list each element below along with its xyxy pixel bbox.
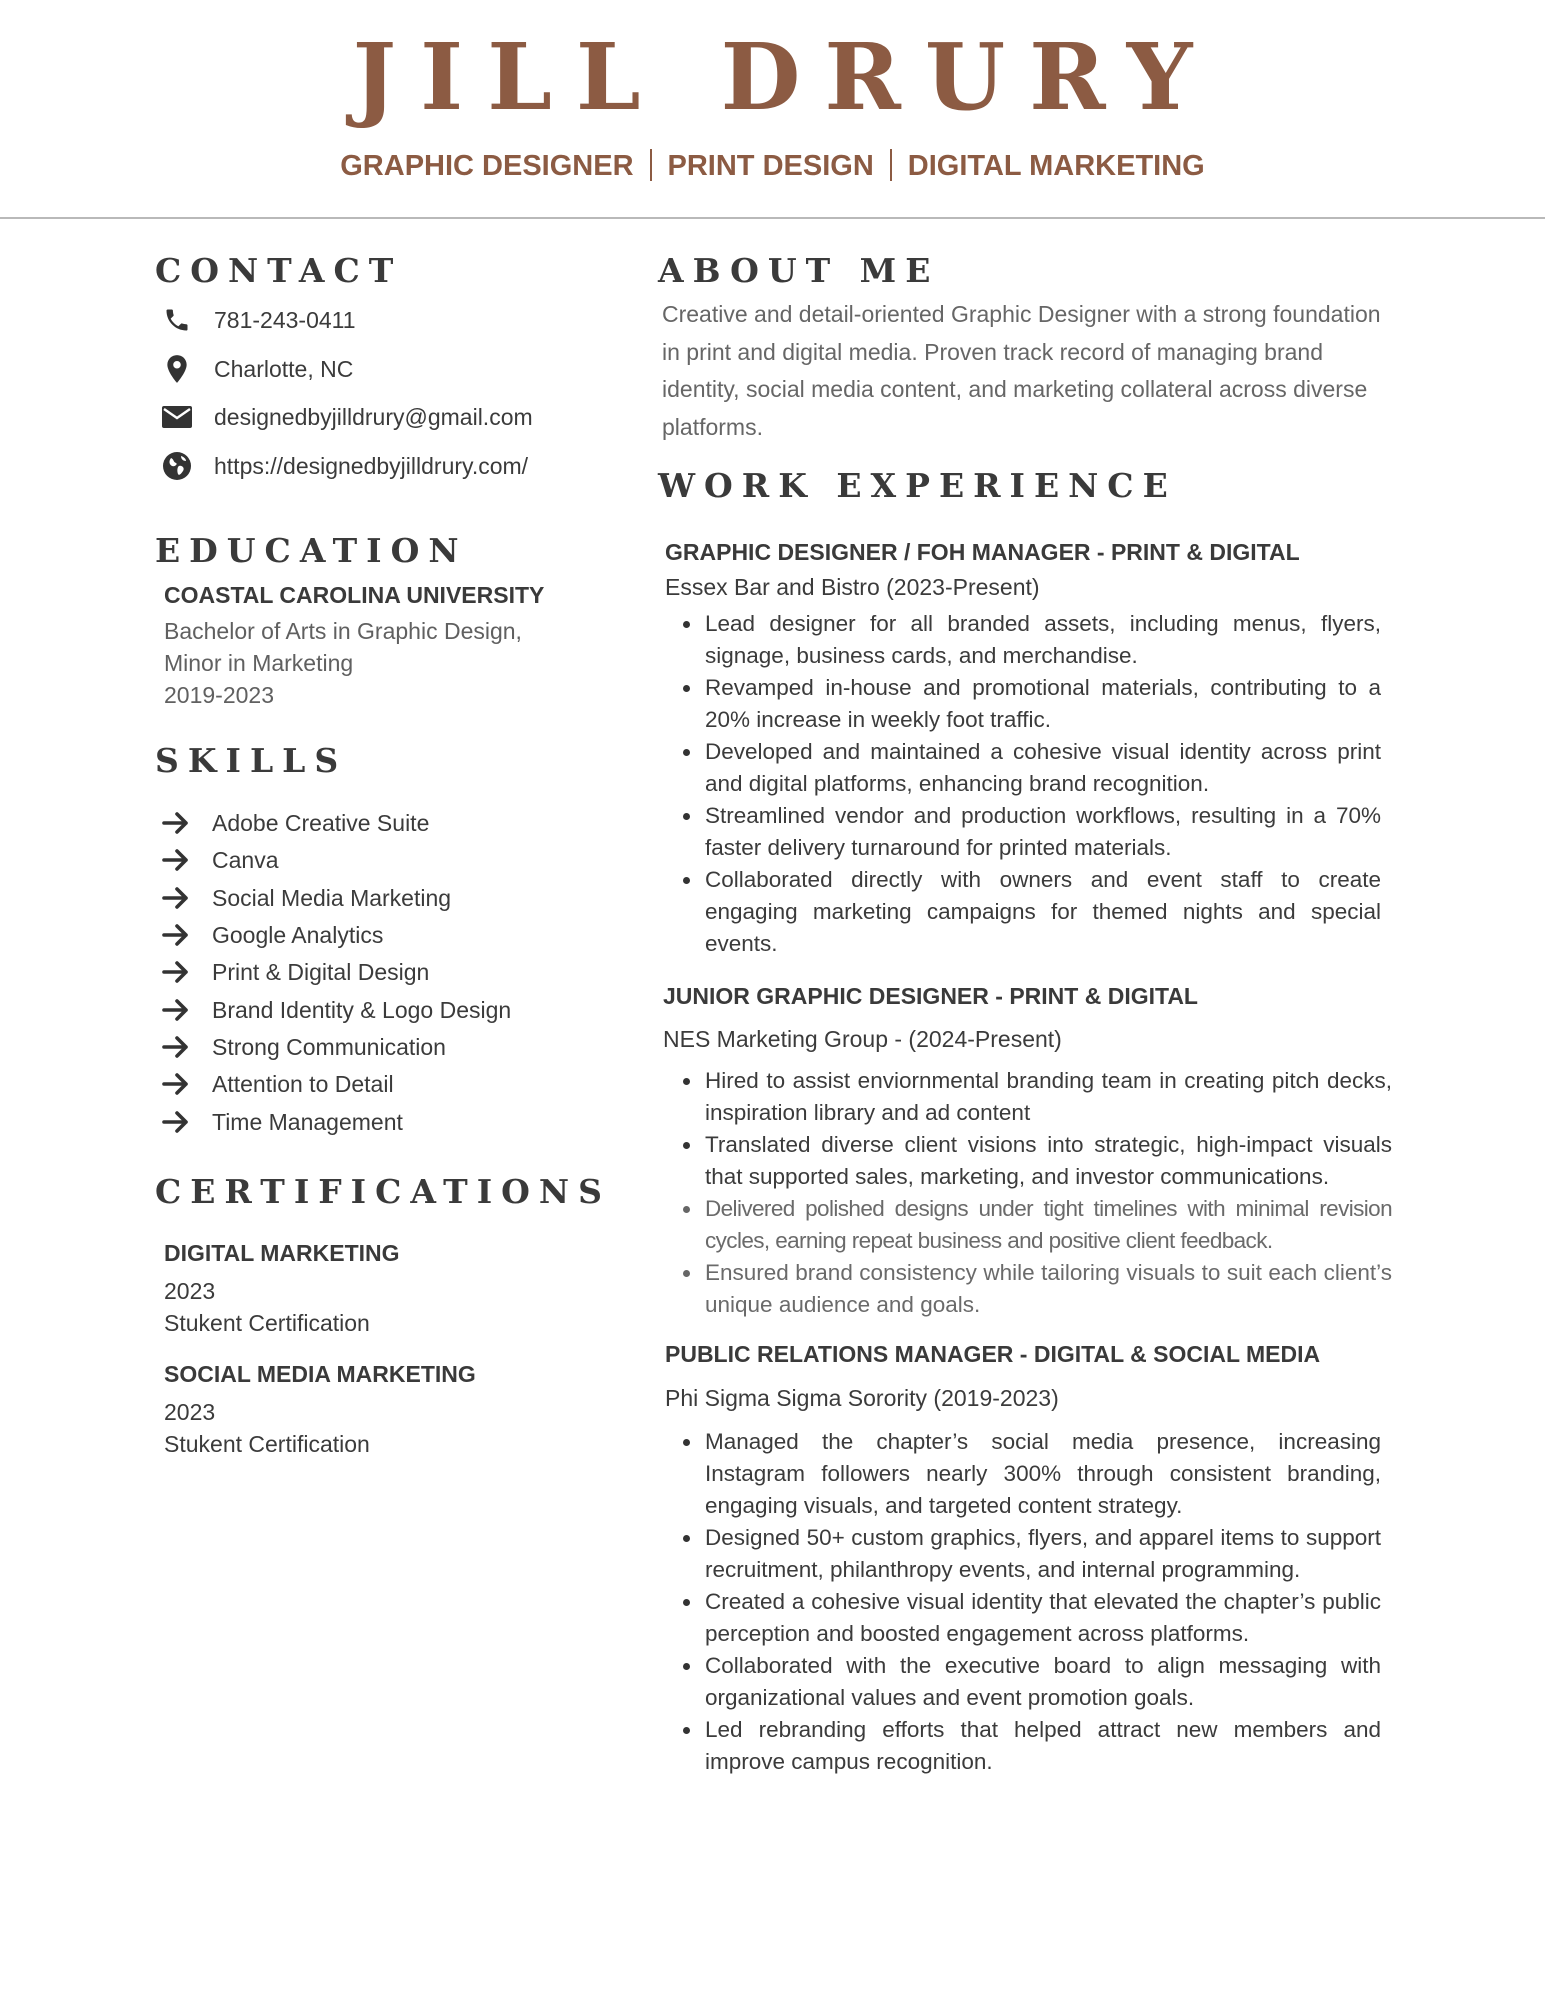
contact-phone-text: 781-243-0411	[214, 306, 356, 333]
experience-heading: WORK EXPERIENCE	[658, 466, 1177, 505]
skill-label: Print & Digital Design	[212, 958, 430, 985]
skill-item	[162, 992, 511, 1028]
contact-website	[162, 446, 528, 486]
certifications-heading: CERTIFICATIONS	[155, 1172, 611, 1211]
skill-label: Google Analytics	[212, 921, 384, 948]
role-separator	[890, 149, 892, 181]
skill-item	[162, 1066, 394, 1102]
job-bullet-list	[671, 1065, 1392, 1321]
education-minor: Minor in Marketing	[164, 650, 354, 676]
role-tagline	[0, 146, 1545, 186]
role-print-design: PRINT DESIGN	[667, 150, 874, 182]
education-degree: Bachelor of Arts in Graphic Design,	[164, 618, 522, 644]
job-bullet-list	[671, 608, 1381, 960]
arrow-right-icon	[162, 1032, 192, 1062]
education-school: COASTAL CAROLINA UNIVERSITY	[164, 582, 545, 608]
job-bullet: Collaborated with the executive board to align messaging with organizational values and event promotion goals.	[671, 1650, 1381, 1714]
job-bullet-list	[671, 1426, 1381, 1778]
skills-heading: SKILLS	[155, 741, 348, 780]
certification-name: DIGITAL MARKETING	[164, 1240, 400, 1266]
candidate-name: JILL DRURY	[352, 23, 1217, 131]
skill-item	[162, 917, 383, 953]
job-bullet: Delivered polished designs under tight timelines with minimal revision cycles, earning repeat business and positive client feedback.	[671, 1193, 1392, 1257]
skill-item	[162, 842, 278, 878]
job-bullet: Led rebranding efforts that helped attract new members and improve campus recognition.	[671, 1714, 1381, 1778]
location-pin-icon	[162, 354, 192, 384]
arrow-right-icon	[162, 883, 192, 913]
arrow-right-icon	[162, 957, 192, 987]
role-graphic-designer: GRAPHIC DESIGNER	[340, 150, 634, 182]
job-bullet: Translated diverse client visions into strategic, high-impact visuals that supported sales, marketing, and investor communications.	[671, 1129, 1392, 1193]
job-bullet: Developed and maintained a cohesive visual identity across print and digital platforms, enhancing brand recognition.	[671, 736, 1381, 800]
about-heading: ABOUT ME	[658, 251, 940, 290]
arrow-right-icon	[162, 995, 192, 1025]
skill-label: Strong Communication	[212, 1033, 446, 1060]
contact-location	[162, 349, 353, 389]
skill-item	[162, 805, 429, 841]
header-divider	[0, 217, 1545, 219]
phone-icon	[162, 305, 192, 335]
skill-item	[162, 1104, 403, 1140]
arrow-right-icon	[162, 1107, 192, 1137]
job-bullet: Revamped in-house and promotional materials, contributing to a 20% increase in weekly foot traffic.	[671, 672, 1381, 736]
job-bullet: Hired to assist enviornmental branding team in creating pitch decks, inspiration library and ad content	[671, 1065, 1392, 1129]
certification-issuer: Stukent Certification	[164, 1310, 370, 1336]
job-organization: Phi Sigma Sigma Sorority (2019-2023)	[665, 1385, 1059, 1411]
certification-year: 2023	[164, 1399, 216, 1425]
job-bullet: Managed the chapter’s social media presence, increasing Instagram followers nearly 300% through consistent branding, engaging visuals, and targeted content strategy.	[671, 1426, 1381, 1522]
about-summary: Creative and detail-oriented Graphic Designer with a strong foundation in print and digital media. Proven track record of managing brand identity, social media content, and marketing collateral across diverse platforms.	[662, 301, 1381, 440]
resume-header	[0, 0, 1545, 218]
certification-name: SOCIAL MEDIA MARKETING	[164, 1361, 476, 1387]
skill-label: Time Management	[212, 1108, 403, 1135]
skill-item	[162, 1029, 446, 1065]
contact-heading: CONTACT	[155, 251, 403, 290]
job-bullet: Collaborated directly with owners and event staff to create engaging marketing campaigns for themed nights and special events.	[671, 864, 1381, 960]
job-bullet: Created a cohesive visual identity that elevated the chapter’s public perception and boosted engagement across platforms.	[671, 1586, 1381, 1650]
arrow-right-icon	[162, 1069, 192, 1099]
job-bullet: Designed 50+ custom graphics, flyers, and apparel items to support recruitment, philanthropy events, and internal programming.	[671, 1522, 1381, 1586]
job-bullet: Lead designer for all branded assets, including menus, flyers, signage, business cards, and merchandise.	[671, 608, 1381, 672]
job-title: JUNIOR GRAPHIC DESIGNER - PRINT & DIGITAL	[663, 983, 1198, 1009]
arrow-right-icon	[162, 845, 192, 875]
job-organization: Essex Bar and Bistro (2023-Present)	[665, 574, 1040, 600]
skill-item	[162, 954, 429, 990]
contact-phone	[162, 300, 356, 340]
skill-item	[162, 880, 451, 916]
skill-label: Canva	[212, 846, 279, 873]
education-heading: EDUCATION	[155, 531, 468, 570]
job-title: GRAPHIC DESIGNER / FOH MANAGER - PRINT & DIGITAL	[665, 539, 1300, 565]
certification-year: 2023	[164, 1278, 216, 1304]
globe-icon	[162, 451, 192, 481]
skill-label: Social Media Marketing	[212, 884, 452, 911]
contact-email	[162, 397, 533, 437]
skill-label: Adobe Creative Suite	[212, 809, 430, 836]
arrow-right-icon	[162, 808, 192, 838]
role-digital-marketing: DIGITAL MARKETING	[907, 150, 1205, 182]
contact-website-text[interactable]: https://designedbyjilldrury.com/	[214, 452, 529, 479]
contact-location-text: Charlotte, NC	[214, 355, 354, 382]
skill-label: Attention to Detail	[212, 1070, 394, 1097]
contact-email-text[interactable]: designedbyjilldrury@gmail.com	[214, 403, 533, 430]
education-years: 2019-2023	[164, 682, 274, 708]
job-title: PUBLIC RELATIONS MANAGER - DIGITAL & SOCIAL MEDIA	[665, 1341, 1321, 1367]
arrow-right-icon	[162, 920, 192, 950]
job-organization: NES Marketing Group - (2024-Present)	[663, 1026, 1062, 1052]
job-bullet: Streamlined vendor and production workflows, resulting in a 70% faster delivery turnaround for printed materials.	[671, 800, 1381, 864]
certification-issuer: Stukent Certification	[164, 1431, 370, 1457]
skill-label: Brand Identity & Logo Design	[212, 996, 512, 1023]
envelope-icon	[162, 402, 192, 432]
role-separator	[650, 149, 652, 181]
job-bullet: Ensured brand consistency while tailoring visuals to suit each client’s unique audience and goals.	[671, 1257, 1392, 1321]
